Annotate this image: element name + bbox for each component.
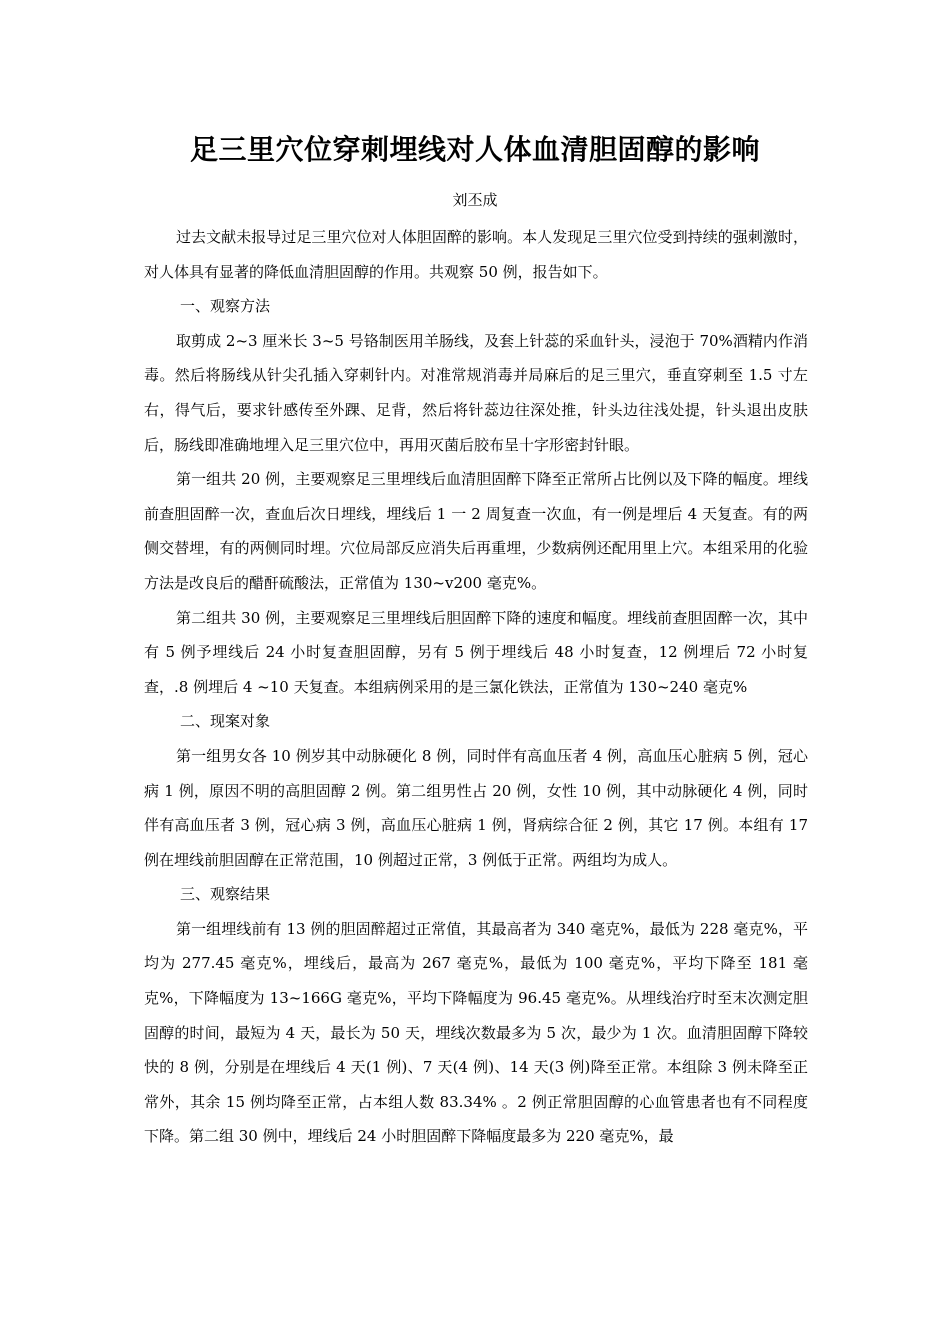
paragraph-intro: 过去文献未报导过足三里穴位对人体胆固醉的影响。本人发现足三里穴位受到持续的强刺激时，对人体具有显著的降低血清胆固醇的作用。共观察 50 例，报告如下。: [144, 228, 808, 281]
document-author: 刘丕成: [452, 191, 498, 209]
paragraph-group-one-method: 第一组共 20 例，主要观察足三里埋线后血清胆固醉下降至正常所占比例以及下降的幅度。埋线前查胆固醉一次，查血后次日埋线，埋线后 1 一 2 周复查一次血，有一例是埋后 4 天复查。有的两侧交替埋，有的两侧同时埋。穴位局部反应消失后再重埋，少数病例还配用里上穴。本组采用的化验方法是改良后的醋酐硫酸法，正常值为 130~v200 毫克%。: [144, 470, 808, 592]
paragraph-group-two-method: 第二组共 30 例，主要观察足三里埋线后胆固醉下降的速度和幅度。埋线前查胆固醉一次，其中有 5 例予埋线后 24 小时复查胆固醇，另有 5 例于埋线后 48 小时复查，12 例埋后 72 小时复查，.8 例埋后 4 ~10 天复查。本组病例采用的是三氯化铁法，正常值为 130~240 毫克%: [144, 608, 808, 696]
section-heading-methods: 一、观察方法: [180, 297, 271, 316]
paragraph-results: 第一组埋线前有 13 例的胆固醉超过正常值，其最高者为 340 毫克%，最低为 228 毫克%，平均为 277.45 毫克%，埋线后，最高为 267 毫克%，最低为 100 毫克%，平均下降至 181 毫克%，下降幅度为 13~166G 毫克%，平均下降幅度为 96.45 毫克%。从埋线治疗时至末次测定胆固醇的时间，最短为 4 天，最长为 50 天，埋线次数最多为 5 次，最少为 1 次。血清胆固醇下降较快的 8 例，分别是在埋线后 4 天(1 例)、7 天(4 例)、14 天(3 例)降至正常。本组除 3 例未降至正常外，其余 15 例均降至正常，占本组人数 83.34% 。2 例正常胆固醇的心血管患者也有不同程度下降。第二组 30 例中，埋线后 24 小时胆固醉下降幅度最多为 220 毫克%，最: [144, 919, 808, 1146]
paragraph-procedure: 取剪成 2~3 厘米长 3~5 号铬制医用羊肠线，及套上针蕊的采血针头，浸泡于 70%酒精内作消毒。然后将肠线从针尖孔插入穿刺针内。对准常规消毒并局麻后的足三里穴，垂直穿刺至 1.5 寸左右，得气后，要求针感传至外踝、足背，然后将针蕊边往深处推，针头边往浅处提，针头退出皮肤后，肠线即准确地埋入足三里穴位中，再用灭菌后胶布呈十字形密封针眼。: [144, 331, 808, 454]
paragraph-subjects: 第一组男女各 10 例岁其中动脉硬化 8 例，同时伴有高血压者 4 例，高血压心脏病 5 例，冠心病 1 例，原因不明的高胆固醇 2 例。第二组男性占 20 例，女性 10 例，其中动脉硬化 4 例，同时伴有高血压者 3 例，冠心病 3 例，高血压心脏病 1 例，肾病综合征 2 例，其它 17 例。本组有 17 例在埋线前胆固醇在正常范围，10 例超过正常，3 例低于正常。两组均为成人。: [144, 746, 808, 869]
section-heading-subjects: 二、现案对象: [180, 712, 271, 731]
section-heading-results: 三、观察结果: [180, 885, 271, 904]
document-title: 足三里穴位穿刺埋线对人体血清胆固醇的影响: [189, 133, 760, 166]
document-body: [144, 220, 808, 1154]
